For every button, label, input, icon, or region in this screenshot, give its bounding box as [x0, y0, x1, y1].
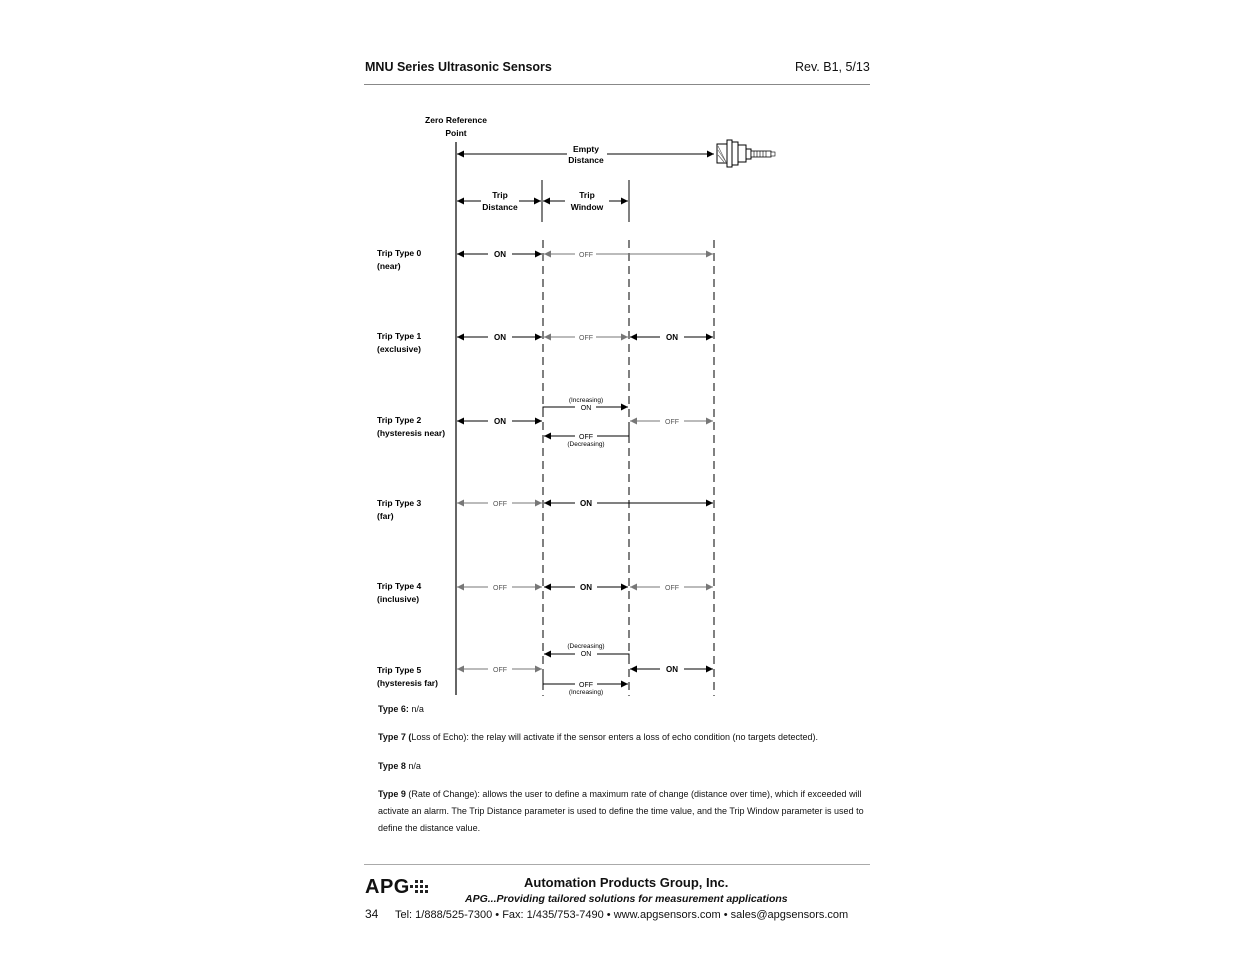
- ultrasonic-sensor-icon: [717, 140, 775, 167]
- type5-decreasing-line: [597, 654, 629, 661]
- zero-reference-label: Zero Reference: [425, 115, 487, 125]
- type2-on-label: ON: [494, 417, 506, 426]
- trip-type-3-sub: (far): [377, 511, 394, 521]
- type2-increasing-line: [543, 407, 575, 414]
- type6-label: Type 6:: [378, 704, 409, 714]
- type2-dec-off-label: OFF: [579, 434, 593, 441]
- type2-increasing-label: (Increasing): [568, 397, 604, 404]
- trip-type-0-sub: (near): [377, 261, 401, 271]
- trip-distance-label-2: Distance: [482, 202, 518, 212]
- header-title: MNU Series Ultrasonic Sensors: [365, 60, 552, 74]
- trip-type-5-label: Trip Type 5: [377, 665, 422, 675]
- type6-note: [378, 701, 873, 718]
- trip-type-4-label: Trip Type 4: [377, 581, 422, 591]
- type3-on-label: ON: [580, 499, 592, 508]
- type1-on-label: ON: [494, 333, 506, 342]
- empty-distance-label: Empty: [573, 144, 599, 154]
- trip-type-1-label: Trip Type 1: [377, 331, 422, 341]
- trip-window-label: Trip: [579, 190, 595, 200]
- trip-type-2-sub: (hysteresis near): [377, 428, 446, 438]
- trip-type-2-label: Trip Type 2: [377, 415, 422, 425]
- trip-type-0-label: Trip Type 0: [377, 248, 422, 258]
- trip-type-4-sub: (inclusive): [377, 594, 420, 604]
- type2-inc-on-label: ON: [580, 405, 592, 412]
- type7-label: Type 7 (: [378, 732, 412, 742]
- type9-text: (Rate of Change): allows the user to define a maximum rate of change (distance over time), which if exceeded will activate an alarm. The Trip Distance parameter is used to define the time value, and the Trip Window parameter is used to define the distance value.: [378, 789, 864, 833]
- contact-info: Tel: 1/888/525-7300 • Fax: 1/435/753-7490 • www.apgsensors.com • sales@apgsensors.com: [395, 909, 849, 921]
- type1-on2-label: ON: [666, 333, 678, 342]
- type7-text: Loss of Echo): the relay will activate if the sensor enters a loss of echo condition (no targets detected).: [411, 732, 819, 742]
- trip-type-5-sub: (hysteresis far): [377, 678, 438, 688]
- type2-decreasing-line: [597, 429, 629, 436]
- header-revision: Rev. B1, 5/13: [795, 60, 870, 74]
- type4-off2-label: OFF: [665, 585, 679, 592]
- type9-label: Type 9: [378, 789, 406, 799]
- type5-increasing-label: (Increasing): [568, 689, 604, 696]
- type5-dec-on-label: ON: [580, 651, 592, 658]
- type5-on-label: ON: [666, 665, 678, 674]
- footer-divider: [364, 864, 870, 865]
- type0-on-label: ON: [494, 250, 506, 259]
- type5-increasing-line: [543, 676, 575, 684]
- company-name: Automation Products Group, Inc.: [524, 875, 729, 890]
- company-tagline: APG...Providing tailored solutions for measurement applications: [465, 893, 788, 905]
- apg-logo: APG: [365, 876, 410, 898]
- type4-on-label: ON: [580, 583, 592, 592]
- type1-off-label: OFF: [579, 335, 593, 342]
- type0-off-label: OFF: [579, 252, 593, 259]
- trip-distance-label: Trip: [492, 190, 508, 200]
- type6-text: n/a: [408, 704, 424, 714]
- type8-text: n/a: [405, 761, 421, 771]
- type4-off-label: OFF: [493, 585, 507, 592]
- type2-decreasing-label: (Decreasing): [567, 441, 605, 448]
- type9-note: [378, 786, 873, 837]
- trip-type-1-sub: (exclusive): [377, 344, 421, 354]
- type5-inc-off-label: OFF: [579, 682, 593, 689]
- zero-reference-label-2: Point: [445, 128, 467, 138]
- trip-window-label-2: Window: [570, 202, 604, 212]
- empty-distance-label-2: Distance: [568, 155, 604, 165]
- type5-off-label: OFF: [493, 667, 507, 674]
- type7-note: [378, 729, 873, 746]
- type2-off-label: OFF: [665, 419, 679, 426]
- type8-label: Type 8: [378, 761, 406, 771]
- apg-logo-dots-icon: [410, 879, 428, 895]
- type8-note: [378, 758, 873, 775]
- type5-decreasing-label: (Decreasing): [567, 643, 605, 650]
- trip-type-3-label: Trip Type 3: [377, 498, 422, 508]
- type3-off-label: OFF: [493, 501, 507, 508]
- page-number: 34: [365, 907, 379, 921]
